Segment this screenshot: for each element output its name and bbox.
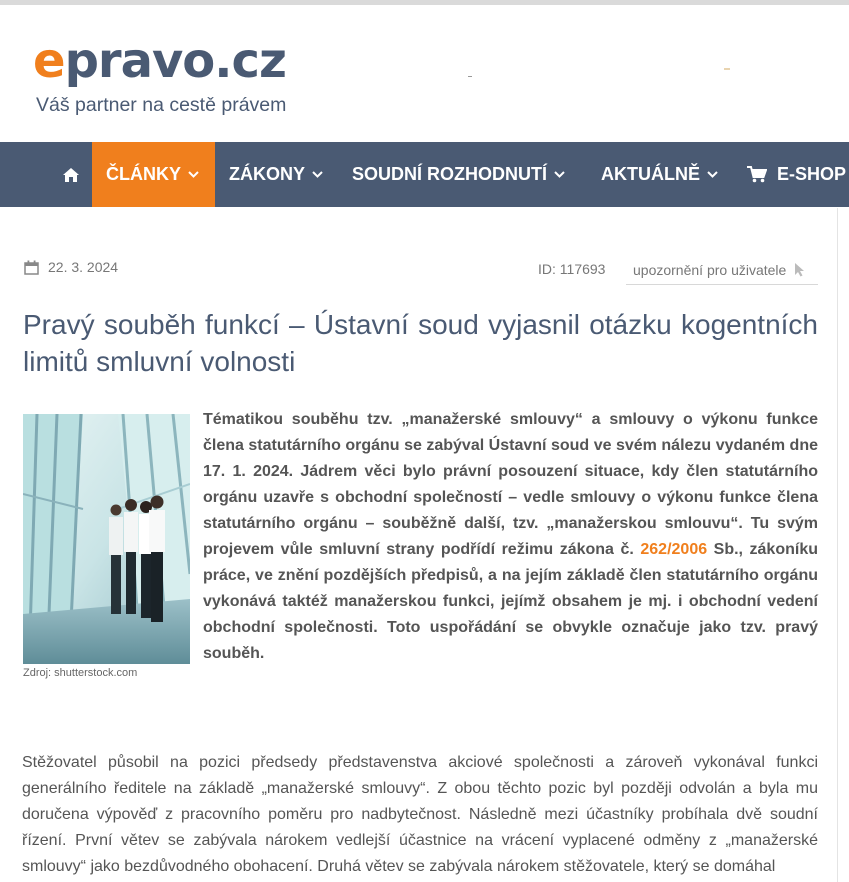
logo-tagline: Váš partner na cestě právem: [36, 94, 287, 116]
article-photo: [23, 414, 190, 664]
top-strip: [0, 0, 849, 5]
article-date: [24, 259, 118, 275]
nav-soudni-label: SOUDNÍ ROZHODNUTÍ: [352, 164, 547, 184]
chevron-down-icon: [707, 171, 718, 178]
cart-icon: [747, 166, 767, 183]
header-ad-placeholder: [468, 76, 472, 77]
site-logo[interactable]: [33, 32, 295, 122]
perex-text-2: Sb., zákoníku práce, ve znění pozdějších předpisů, a na jejím základě člen statutárního orgánu vykonává taktéž manažerskou funkci, jejímž obsahem je mj. i obchodní vedení obchodní společnosti. Toto uspořádání se obvykle označuje jako tzv. pravý souběh.: [203, 541, 818, 662]
nav-zakony[interactable]: [229, 142, 323, 207]
logo-text: pravo.cz: [64, 33, 286, 89]
nav-eshop[interactable]: [747, 142, 846, 207]
calendar-icon: [24, 260, 39, 275]
nav-soudni-rozhodnuti[interactable]: [352, 142, 565, 207]
perex-text-1: Tématikou souběhu tzv. „manažerské smlouvy“ a smlouvy o výkonu funkce člena statutárního orgánu se zabýval Ústavní soud ve svém nálezu vydaném dne 17. 1. 2024. Jádrem věci bylo právní posouzení situace, kdy člen statutárního orgánu uzavře s obchodní společností – vedle smlouvy o výkonu funkce člena statutárního orgánu – souběžně další, tzv. „manažerskou smlouvu“. Tu svým projevem vůle smluvní strany podřídí režimu zákona č.: [203, 411, 818, 558]
law-link[interactable]: 262/2006: [640, 541, 708, 558]
nav-aktualne-label: AKTUÁLNĚ: [601, 164, 700, 184]
home-icon: [62, 167, 80, 183]
user-warning-label: upozornění pro uživatele: [633, 261, 787, 278]
logo-wordmark: [33, 32, 286, 90]
logo-e: e: [33, 33, 65, 89]
article-perex: [203, 407, 818, 667]
content-border: [837, 208, 838, 882]
chevron-down-icon: [554, 171, 565, 178]
article-date-text: 22. 3. 2024: [48, 259, 119, 275]
chevron-down-icon: [188, 171, 199, 178]
nav-clanky[interactable]: [92, 142, 215, 207]
nav-zakony-label: ZÁKONY: [229, 164, 305, 184]
user-warning-link[interactable]: [626, 255, 818, 285]
nav-eshop-label: E-SHOP: [777, 164, 847, 184]
article-body: Stěžovatel působil na pozici předsedy představenstva akciové společnosti a zároveň vykonával funkci generálního ředitele na základě „manažerské smlouvy“. Z obou těchto pozic byl později odvolán a byla mu doručena výpověď z pracovního poměru pro nadbytečnost. Následně mezi účastníky probíhala dvě soudní řízení. První větev se zabývala nárokem vedlejší účastnice na vrácení vyplacené odměny z „manažerské smlouvy“ jako bezdůvodného obohacení. Druhá větev se zabývala nárokem stěžovatele, který se domáhal: [22, 754, 818, 875]
chevron-down-icon: [312, 171, 323, 178]
article-id: ID: 117693: [538, 261, 606, 277]
nav-aktualne[interactable]: [601, 142, 718, 207]
nav-home[interactable]: [60, 142, 82, 207]
cursor-icon: [794, 262, 805, 277]
photo-credit: Zdroj: shutterstock.com: [23, 667, 138, 679]
article-title: Pravý souběh funkcí – Ústavní soud vyjasnil otázku kogentních limitů smluvní volnosti: [23, 309, 818, 377]
header-ad-placeholder-2: [724, 68, 730, 70]
nav-clanky-label: ČLÁNKY: [106, 164, 181, 184]
main-navbar: [0, 142, 849, 207]
